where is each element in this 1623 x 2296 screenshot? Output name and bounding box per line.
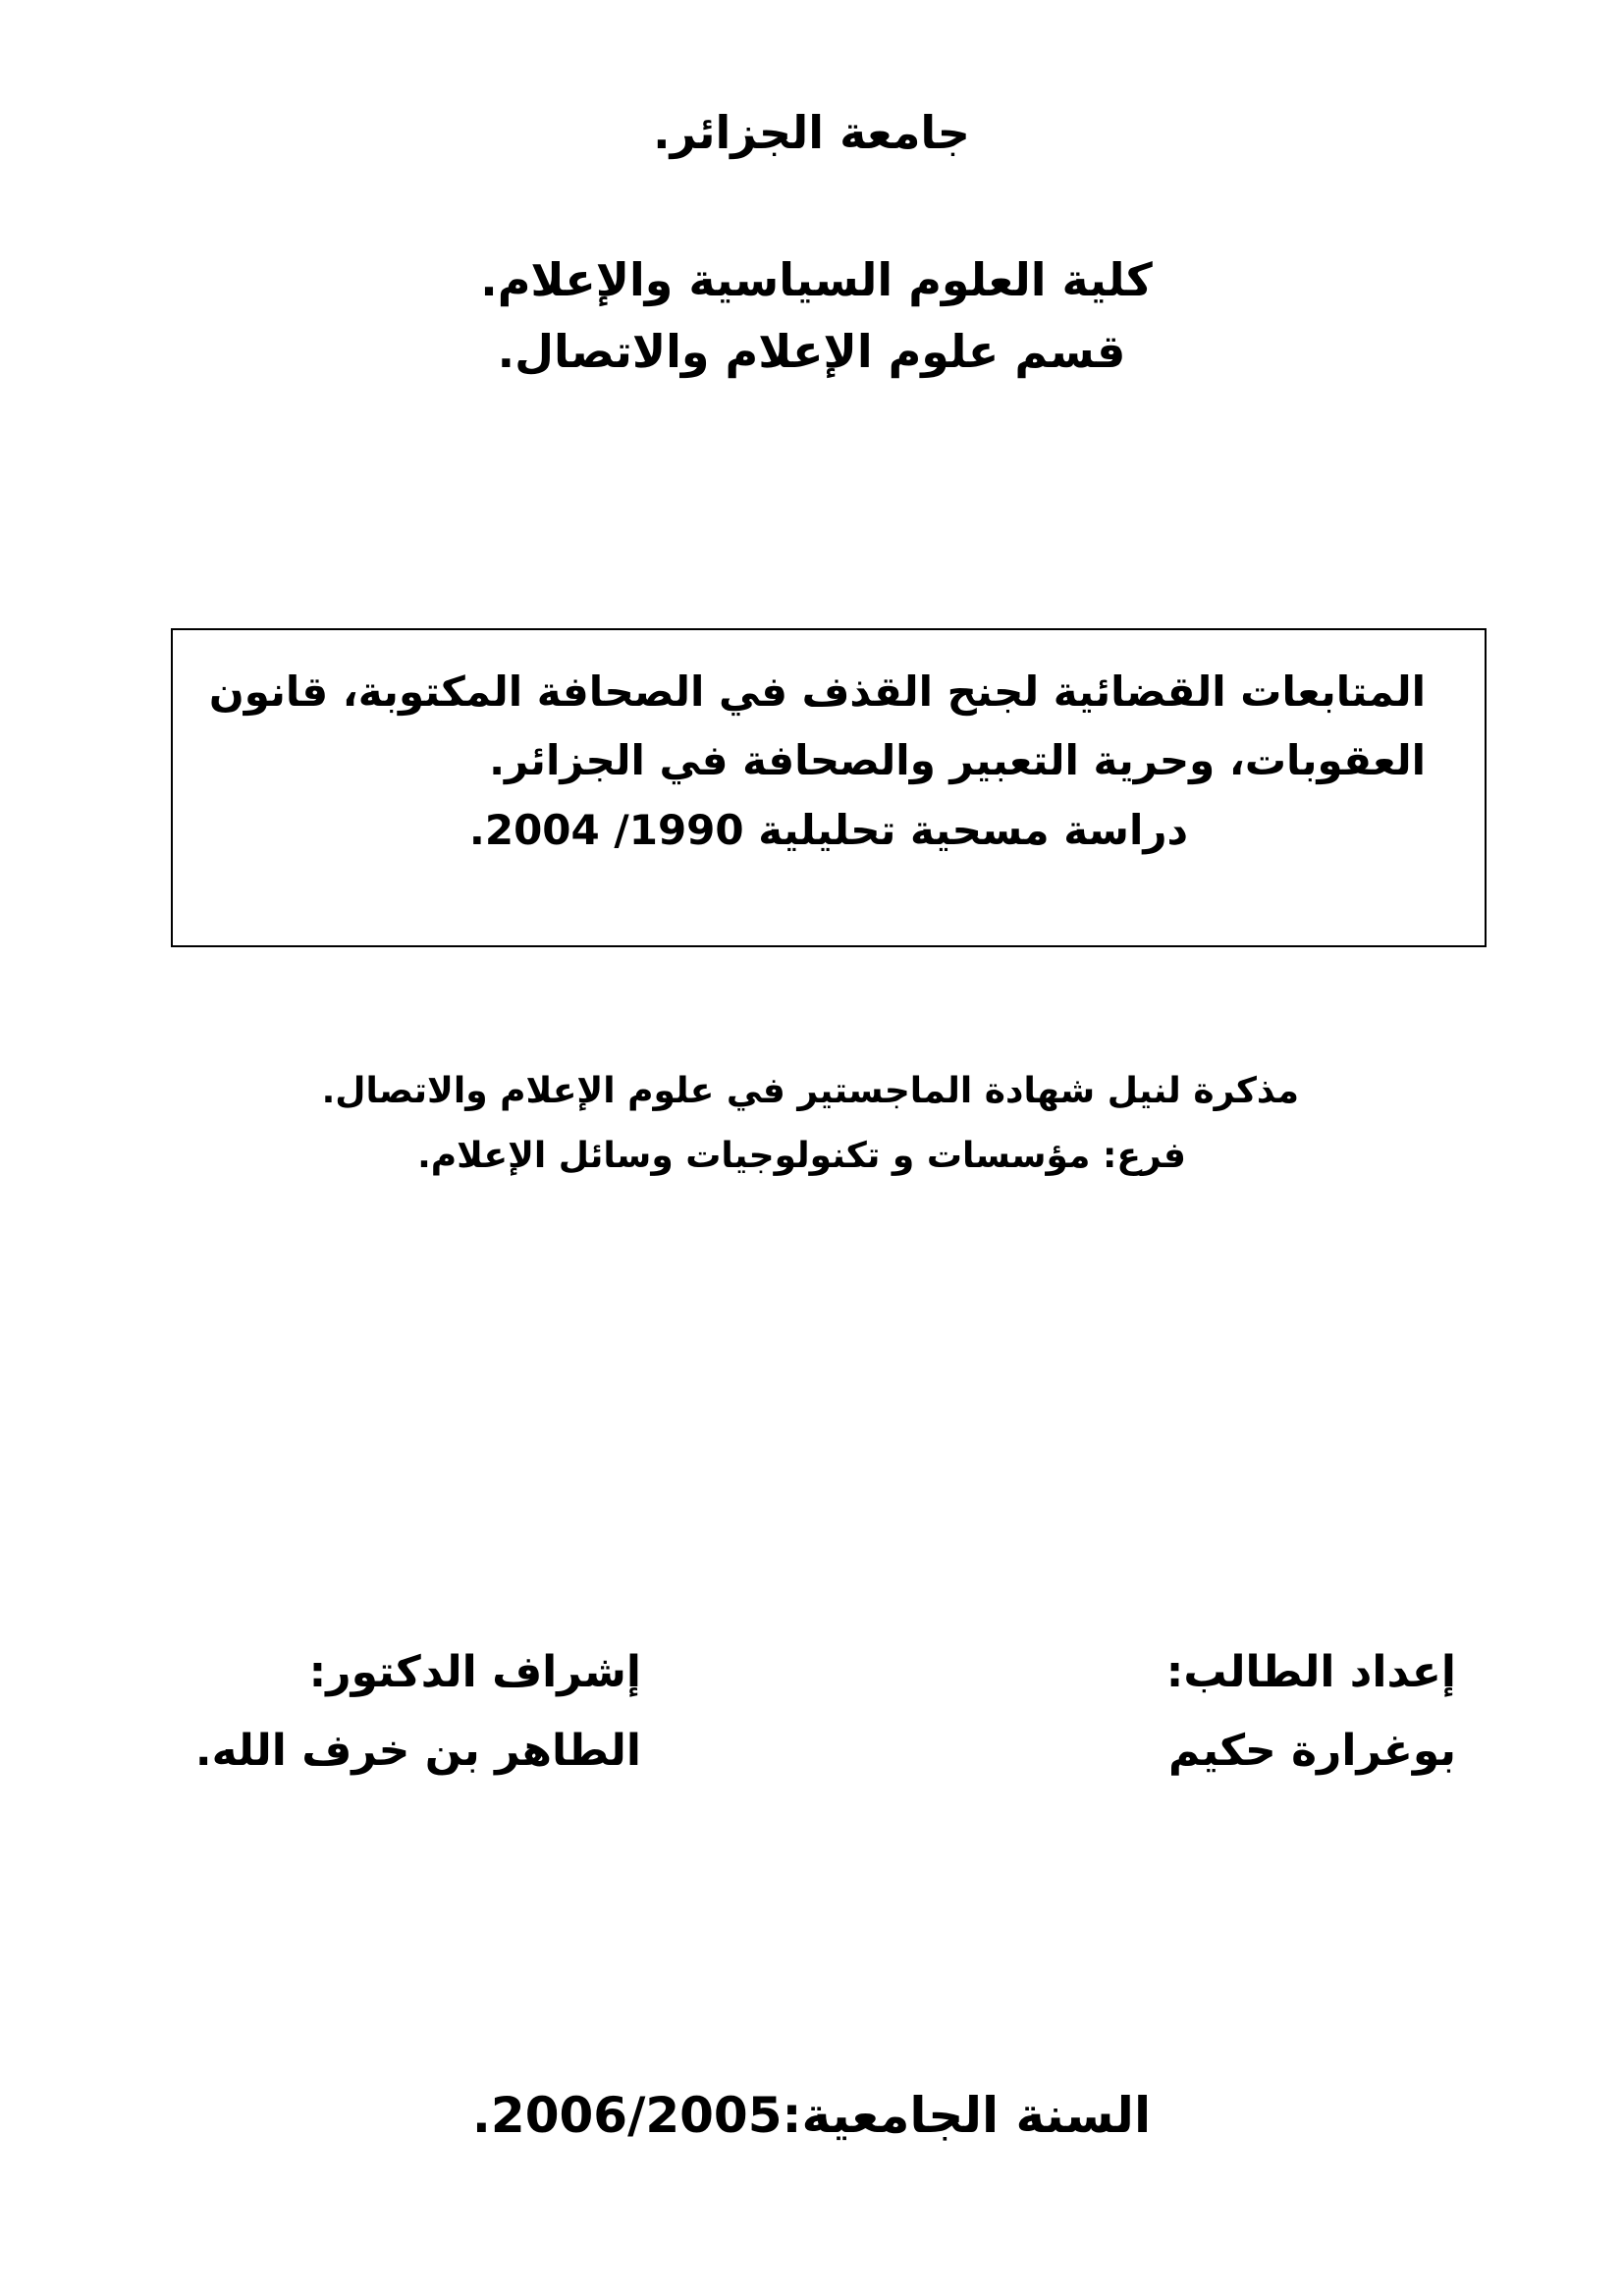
thesis-title-line-3: دراسة مسحية تحليلية 1990/ 2004. (468, 806, 1189, 854)
thesis-title-line-1: المتابعات القضائية لجنح القذف في الصحافة المكتوبة، قانون (208, 667, 1426, 716)
degree-statement: مذكرة لنيل شهادة الماجستير في علوم الإعلام والاتصال. (321, 1071, 1299, 1111)
supervisor-name: الطاهر بن خرف الله. (194, 1726, 641, 1776)
thesis-title-line-2: العقوبات، وحرية التعبير والصحافة في الجزائر. (489, 736, 1426, 784)
student-label: إعداد الطالب: (1165, 1647, 1456, 1697)
specialization: فرع: مؤسسات و تكنولوجيات وسائل الإعلام. (417, 1136, 1186, 1176)
university-name: جامعة الجزائر. (653, 106, 970, 159)
student-name: بوغرارة حكيم (1167, 1726, 1456, 1776)
thesis-title-box (171, 628, 1487, 947)
faculty-name: كلية العلوم السياسية والإعلام. (480, 253, 1153, 306)
academic-year: السنة الجامعية:2006/2005. (471, 2087, 1152, 2144)
supervisor-label: إشراف الدكتور: (308, 1647, 641, 1697)
department-name: قسم علوم الإعلام والاتصال. (497, 325, 1126, 378)
